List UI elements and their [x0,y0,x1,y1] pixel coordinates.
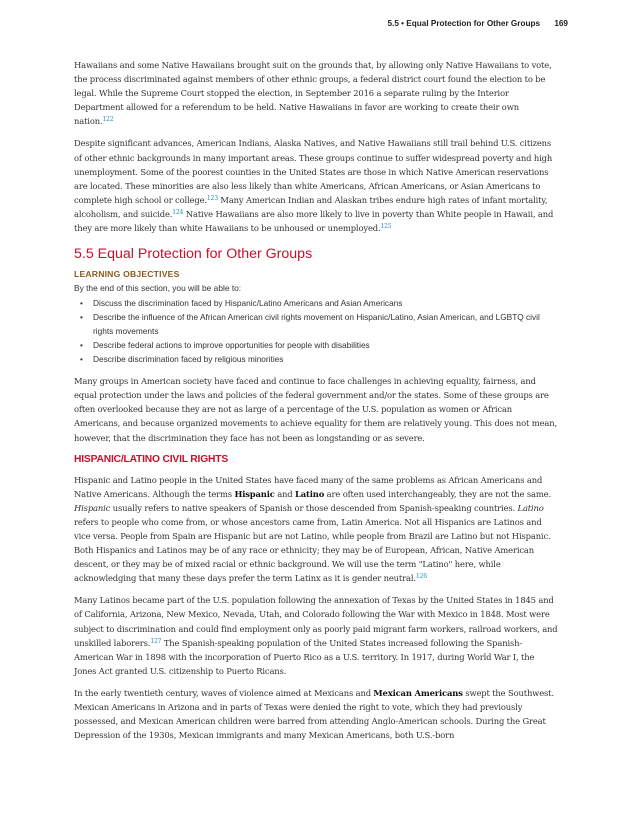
bullet-icon: • [80,354,83,365]
paragraph-hispanic-latino-terms: Hispanic and Latino people in the United States have faced many of the same problems as African Americans and Native Americans. Although the terms Hispanic and Latino are often used interchangeably, they are not the same. Hispanic usually refers to native speakers of Spanish or those descended from Spanish-speaking countries. Latino refers to people who come from, or whose ancestors came from, Latin America. Not all Hispanics are Latinos and vice versa. People from Spain are Hispanic but are not Latino, while people from Brazil are Latino but not Hispanic. Both Hispanics and Latinos may be of any race or ethnicity; they may be of European, African, Native American descent, or they may be of mixed racial or ethnic background. We will use the term "Latino" here, while acknowledging that many these days prefer the term Latinx as it is gender neutral.$^{126}$ [74,474,551,584]
footnote-link[interactable]: 122 [102,116,114,124]
paragraph-native-hawaiians-suit: Hawaiians and some Native Hawaiians brought suit on the grounds that, by allowing only Native Hawaiians to vote, the process discriminated against members of other ethnic groups, a federal district court found the election to be legal. While the Supreme Court stopped the election, in September 2016 a separate ruling by the Interior Department allowed for a referendum to be held. Native Hawaiians in favor are working to create their own nation.$^{122}$ [74,60,552,127]
paragraph-native-disparities: Despite significant advances, American Indians, Alaska Natives, and Native Hawaiians still trail behind U.S. citizens of other ethnic backgrounds in many important areas. These groups continue to suffer widespread poverty and high unemployment. Some of the poorest counties in the United States are those in which Native American reservations are located. These minorities are also less likely than white Americans, African Americans, or Asian Americans to complete high school or college.$^{123}$ Many American Indian and Alaskan tribes endure high rates of infant mortality, alcoholism, and suicide.$^{124}$ Native Hawaiians are also more likely to live in poverty than White people in Hawaii, and they are more likely than white Hawaiians to be unhoused or unemployed.$^{125}$ [74,138,554,234]
page-number: 169 [554,19,568,28]
section-title: 5.5 Equal Protection for Other Groups [74,246,313,263]
paragraph-twentieth-century: In the early twentieth century, waves of violence aimed at Mexicans and Mexican Americans swept the Southwest. Mexican Americans in Arizona and in parts of Texas were denied the right to vote, which they had previously possessed, and Mexican American children were barred from attending Anglo-American schools. During the Great Depression of the 1930s, Mexican immigrants and many Mexican Americans, both U.S.-born [74,687,554,741]
bullet-icon: • [80,340,83,351]
learning-objective-item: • Describe discrimination faced by religious minorities [80,354,284,365]
subsection-title: HISPANIC/LATINO CIVIL RIGHTS [74,453,229,465]
key-term: Latino [295,488,325,499]
running-header [388,19,569,28]
bullet-icon: • [80,298,83,309]
footnote-link[interactable]: 126 [415,573,427,581]
learning-objective-item: • Describe the influence of the African American civil rights movement on Hispanic/Latino, Asian American, and LGBTQ civil rights movements [80,312,540,337]
emphasis-term: Latino [517,502,544,513]
bullet-icon: • [80,312,83,323]
learning-objectives-intro: By the end of this section, you will be able to: [74,283,242,294]
learning-objectives [74,268,558,366]
footnote-link[interactable]: 123 [206,194,218,202]
learning-objectives-list [74,296,558,366]
key-term: Hispanic [234,488,275,499]
learning-objective-item: • Describe federal actions to improve opportunities for people with disabilities [80,340,370,351]
footnote-link[interactable]: 127 [150,637,162,645]
paragraph-latino-history: Many Latinos became part of the U.S. population following the annexation of Texas by the United States in 1845 and of California, Arizona, New Mexico, Nevada, Utah, and Colorado following the War with Mexico in 1848. Most were subject to discrimination and could find employment only as poorly paid migrant farm workers, railroad workers, and unskilled laborers.$^{127}$ The Spanish-speaking population of the United States increased following the Spanish-American War in 1898 with the incorporation of Puerto Rico as a U.S. territory. In 1917, during World War I, the Jones Act granted U.S. citizenship to Puerto Ricans. [74,595,558,676]
section-intro-paragraph: Many groups in American society have faced and continue to face challenges in achieving equality, fairness, and equal protection under the laws and policies of the federal government and/or the states. Some of these groups are often overlooked because they are not as large of a percentage of the U.S. population as women or African Americans, and because organized movements to achieve equality for them are relatively young. This does not mean, however, that the discrimination they face has not been as longstanding or as severe. [74,376,557,443]
key-term: Mexican Americans [373,687,463,698]
footnote-link[interactable]: 125 [380,223,392,231]
learning-objective-item: • Discuss the discrimination faced by Hispanic/Latino Americans and Asian Americans [80,298,403,309]
learning-objectives-heading: LEARNING OBJECTIVES [74,269,180,280]
page-content [74,58,558,750]
emphasis-term: Hispanic [74,502,111,513]
running-header-section: 5.5 • Equal Protection for Other Groups [387,19,541,28]
footnote-link[interactable]: 124 [172,208,184,216]
